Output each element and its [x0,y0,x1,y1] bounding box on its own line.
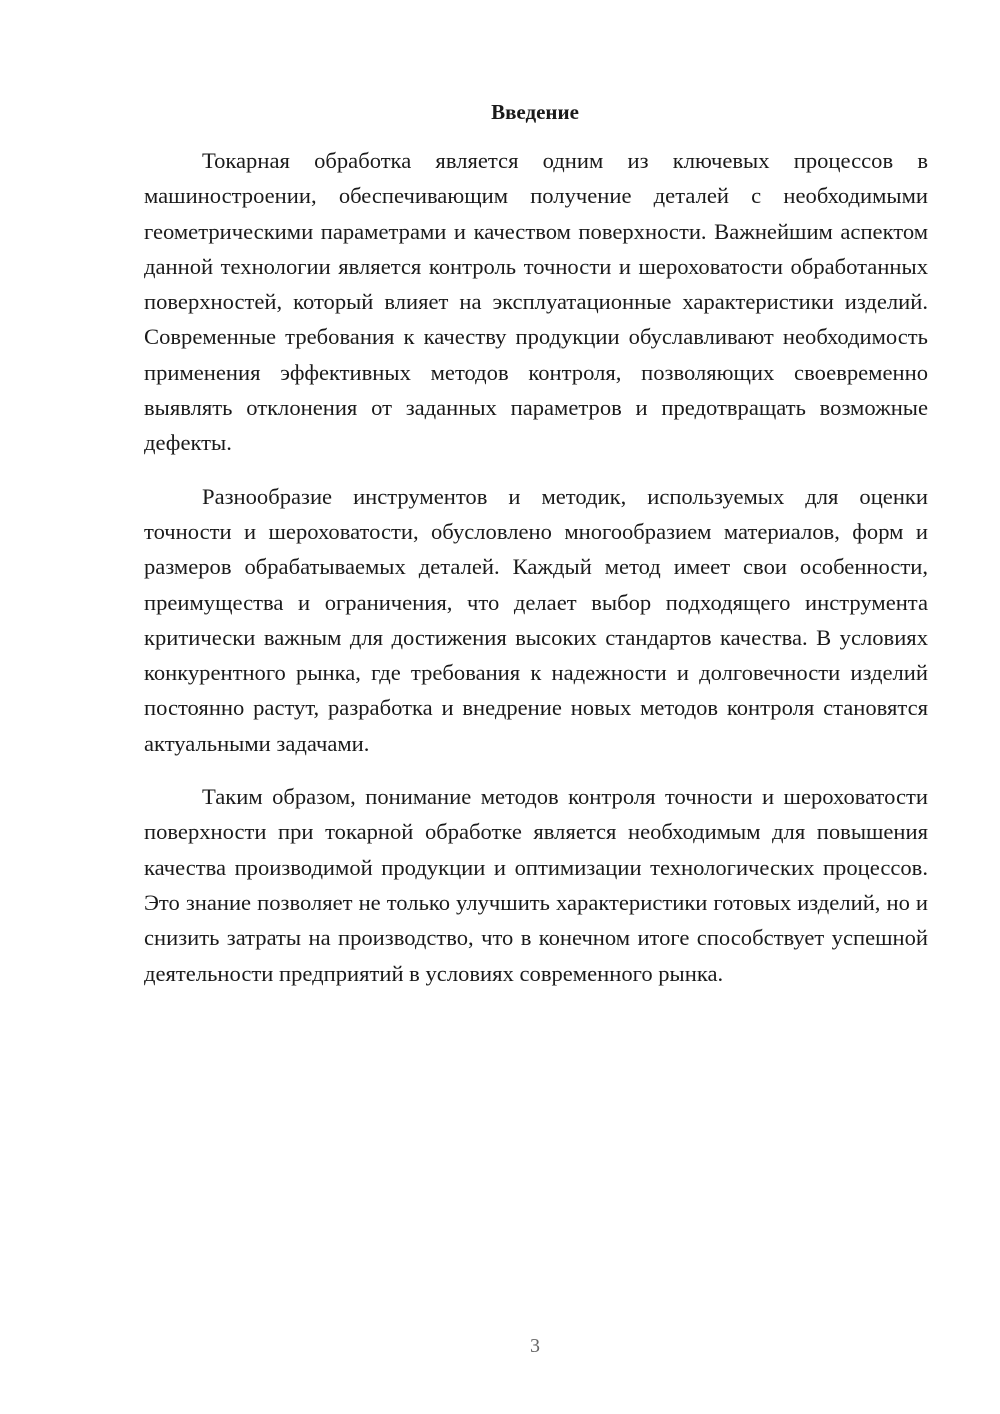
paragraph-1: Токарная обработка является одним из ключевых процессов в машиностроении, обеспечивающим получение деталей с необходимыми геометрическими параметрами и качеством поверхности. Важнейшим аспектом данной технологии является контроль точности и шероховатости обработанных поверхностей, который влияет на эксплуатационные характеристики изделий. Современные требования к качеству продукции обуславливают необходимость применения эффективных методов контроля, позволяющих своевременно выявлять отклонения от заданных параметров и предотвращать возможные дефекты. [144,148,928,456]
paragraph-3: Таким образом, понимание методов контроля точности и шероховатости поверхности при токарной обработке является необходимым для повышения качества производимой продукции и оптимизации технологических процессов. Это знание позволяет не только улучшить характеристики готовых изделий, но и снизить затраты на производство, что в конечном итоге способствует успешной деятельности предприятий в условиях современного рынка. [144,784,928,986]
body-text [144,143,928,1009]
section-heading: Введение [491,100,579,124]
paragraph-2: Разнообразие инструментов и методик, используемых для оценки точности и шероховатости, обусловлено многообразием материалов, форм и размеров обрабатываемых деталей. Каждый метод имеет свои особенности, преимущества и ограничения, что делает выбор подходящего инструмента критически важным для достижения высоких стандартов качества. В условиях конкурентного рынка, где требования к надежности и долговечности изделий постоянно растут, разработка и внедрение новых методов контроля становятся актуальными задачами. [144,483,928,756]
page-number: 3 [530,1335,540,1357]
